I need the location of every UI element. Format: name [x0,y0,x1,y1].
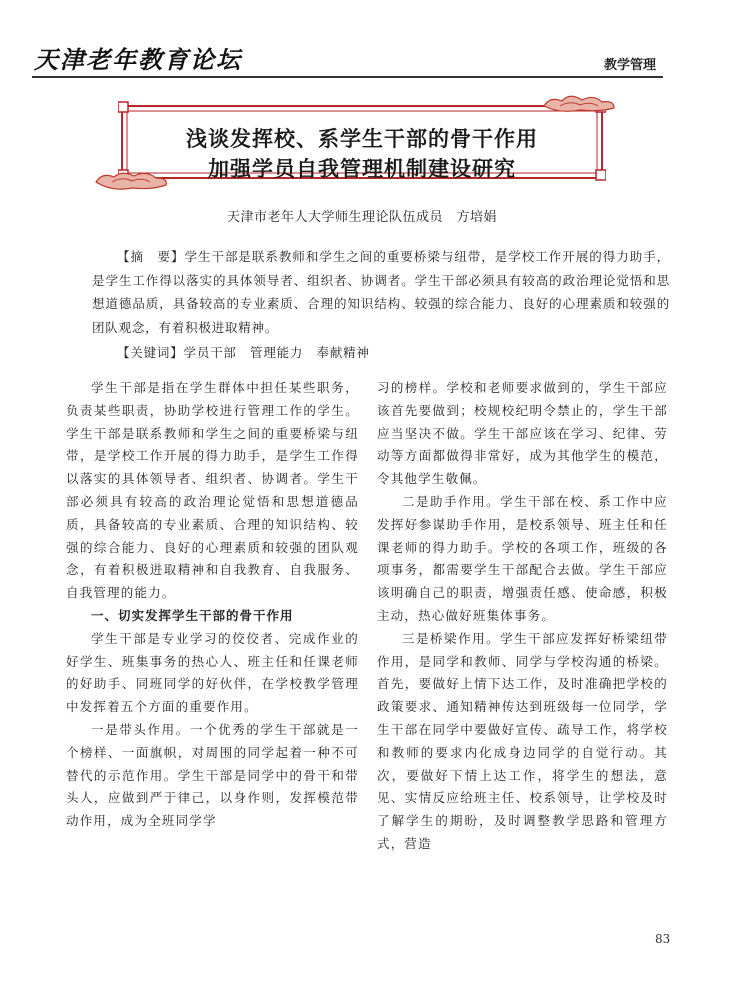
abstract-label: 【摘 要】 [117,249,185,264]
paragraph: 一是带头作用。一个优秀的学生干部就是一个榜样、一面旗帜，对周围的同学起着一种不可替代的示范作用。学生干部是同学中的骨干和带头人，应做到严于律己，以身作则，发挥模范带动作用，成为全班同学学 [66,721,359,829]
paragraph: 学生干部是指在学生群体中担任某些职务，负责某些职责，协助学校进行管理工作的学生。学生干部是联系教师和学生之间的重要桥梁与纽带，是学校工作开展的得力助手，是学生工作得以落实的具体领导者、组织者、协调者。学生干部必须具有较高的政治理论觉悟和思想道德品质，具备较高的专业素质、合理的知识结构、较强的综合能力、良好的心理素质和较强的团队观念，有着积极进取精神和自我教育、自我服务、自我管理的能力。 [66,380,359,601]
cloud-ornament-top-right [540,92,618,114]
journal-logo [32,40,292,78]
header-rule [32,76,663,78]
keywords [92,343,670,361]
abstract-text: 学生干部是联系教师和学生之间的重要桥梁与纽带，是学校工作开展的得力助手，是学生工作得以落实的具体领导者、组织者、协调者。学生干部必须具有较高的政治理论觉悟和思想道德品质，具备较高的专业素质、合理的知识结构、较强的综合能力、良好的心理素质和较强的团队观念，有着积极进取精神。 [92,249,670,335]
journal-logo-text: 天津老年教育论坛 [34,45,242,74]
section-label: 教学管理 [604,58,657,73]
keywords-text: 学员干部 管理能力 奉献精神 [183,345,370,360]
paragraph: 习的榜样。学校和老师要求做到的，学生干部应该首先要做到；校规校纪明令禁止的，学生干部应当坚决不做。学生干部应该在学习、纪律、劳动等方面都做得非常好，成为其他学生的模范，令其他学生敬佩。 [377,380,668,487]
paragraph: 二是助手作用。学生干部在校、系工作中应发挥好参谋助手作用，是校系领导、班主任和任课老师的得力助手。学校的各项工作，班级的各项事务，都需要学生干部配合去做。学生干部应该明确自己的职责，增强责任感、使命感，积极主动，热心做好班集体事务。 [377,493,668,623]
article-title-line1: 浅谈发挥校、系学生干部的骨干作用 [186,127,538,151]
article-title-line2: 加强学员自我管理机制建设研究 [208,157,516,181]
keywords-label: 【关键词】 [117,345,184,360]
page-number: 83 [655,932,671,946]
abstract [92,245,670,339]
author-line: 天津市老年人大学师生理论队伍成员 方培娟 [226,210,497,225]
paragraph: 学生干部是专业学习的佼佼者、完成作业的好学生、班集事务的热心人、班主任和任课老师的好助手、同班同学的好伙伴，在学校教学管理中发挥着五个方面的重要作用。 [66,630,359,715]
section-heading: 一、切实发挥学生干部的骨干作用 [91,607,294,623]
body-column-left [66,377,359,833]
paragraph: 三是桥梁作用。学生干部应发挥好桥梁纽带作用，是同学和教师、同学与学校沟通的桥梁。首先，要做好上情下达工作，及时准确把学校的政策要求、通知精神传达到班级每一位同学，学生干部在同学中要做好宣传、疏导工作，将学校和教师的要求内化成身边同学的自觉行动。其次，要做好下情上达工作，将学生的想法，意见、实情反应给班主任、校系领导，让学校及时了解学生的期盼，及时调整教学思路和管理方式，营造 [377,630,668,851]
body-column-right [377,377,668,856]
